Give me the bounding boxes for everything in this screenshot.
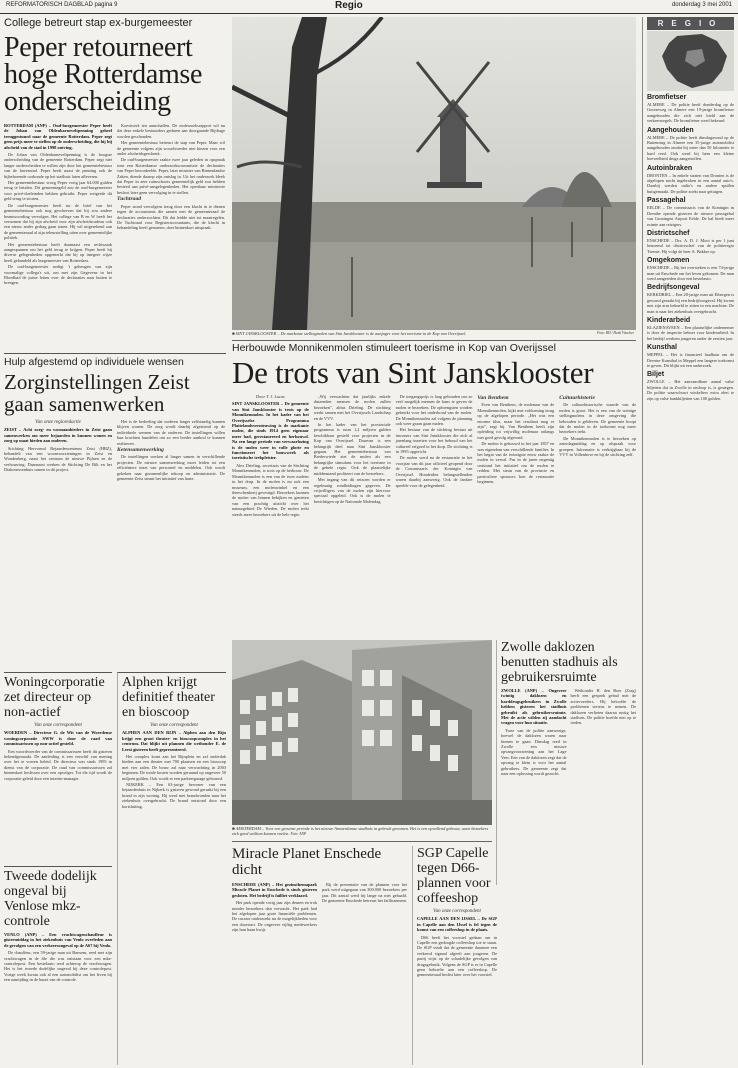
article-headline: SGP Capelle tegen D66-plannen voor coffeeshop	[417, 846, 491, 906]
article-lead: VENLO (ANP) – Een vrachtwagenchauffeur is gistermiddag in het ziekenhuis van Venlo overleden aan de gevolgen van een verkeersongeval op de A67 bij Venlo.	[4, 932, 112, 948]
article-lead: ALPHEN AAN DEN RIJN – Alphen aan den Rijn krijgt een groot theater- en bioscoopcomplex in het centrum. Dat blijkt uit plannen die wethouder E. de Leest gisteren heeft gepresenteerd.	[122, 730, 226, 752]
sidebar-item-text: DRONTEN – In enkele straten van Dronten is de afgelopen nacht ingebroken in een aantal auto's. Daarbij werden radio's en andere spullen buitgemaakt. De politie zoekt naar getuigen.	[647, 172, 734, 194]
article-lead: CAPELLE AAN DEN IJSSEL – De SGP in Capelle aan den IJssel is fel tegen de komst van een coffeeshop in de plaats.	[417, 916, 497, 933]
sidebar-item-text: ENSCHEDE – Bij het oversteken is een 74-jarige man uit Enschede om het leven gekomen. De man werd aangereden door een bestelauto.	[647, 265, 734, 281]
photo-credit: Foto: ANP	[290, 832, 307, 836]
article-lead: ROTTERDAM (ANP) – Oud-burgemeester Peper heeft de Johan van Oldenbarneveltpenning geheel teruggestuurd naar de gemeente Rotterdam. Peper zegt geen prijs meer te stellen op de onderscheiding, die hij bij afscheid van de stad in 1998 ontving.	[4, 123, 112, 150]
photo-stadhuis	[232, 640, 492, 825]
article-paragraph: Met ingang van dit seizoen worden er regelmatig rondleidingen gegeven. De vrijwilligers van de molen zijn hiervoor speciaal opgeleid. Ook is de molen te bezichtigen op de Nationale Molendag.	[313, 477, 391, 504]
article-headline: Tweede dodelijk ongeval bij Venlose mkz-controle	[4, 869, 97, 929]
article-paragraph: Het gemeentebestuur vroeg Peper vorig jaar 64.000 gulden terug te betalen. Dit gemeentegeld zou de oud-burgemeester voor privé-doeleinden hebben gebruikt. Peper weigerde dit geld terug te storten.	[4, 180, 112, 202]
article-paragraph: De Johan van Oldenbarneveltpenning is de hoogste onderscheiding van de gemeente Rotterdam. Peper zegt niet langer onderscheiden te willen zijn door het gemeentebestuur van de havenstad. Peper heeft naast de penning ook de bijbehorende oorkonde op het stadhuis laten afleveren.	[4, 152, 112, 179]
article-kicker: Hulp afgestemd op individuele wensen	[4, 356, 184, 368]
article-paragraph: De cultuurhistorische waarde van de molen is groot. Het is een van de weinige stellingmolens in deze omgeving die behouden is gebleven. De gemeente hoopt dat de molen in de toekomst nog meer bezoekers trekt.	[559, 402, 636, 435]
sidebar-item-text: EELDE – De commissaris van de Koningin in Drenthe opende gisteren de nieuwe passagehal van Groningen Airport Eelde. De hal biedt meer ruimte aan reizigers.	[647, 205, 734, 227]
article-paragraph: In het kader van het provinciale programma is ruim 1,2 miljoen gulden beschikbaar gesteld voor projecten in de Kop van Overijssel. Daarvan is een belangrijk deel naar Sint Jansklooster gegaan. Het gemeentebestuur van Brederwiede ziet de molen als een belangrijke stimulans voor het toerisme in de gehele regio. Ook de plaatselijke middenstand profiteert van de bezoekers.	[313, 422, 391, 476]
article-paragraph: Even van Benthem, de molenaar van de Monnikenmolen, kijkt met voldoening terug op de afgelopen periode. „Het was een enorme klus, maar het resultaat mag er zijn”, zegt hij. Van Benthem heeft zijn opleiding tot vrijwillig molenaar onlangs met goed gevolg afgerond.	[477, 402, 555, 440]
article-headline: Zorginstellingen Zeist gaan samenwerken	[4, 370, 190, 416]
article-subline: Van onze correspondent	[433, 909, 481, 914]
article-intertitle: Tuchtraad	[117, 196, 142, 203]
article-lead: SINT JANSKLOOSTER – De gemeente van Sint Jansklooster is trots op de Monnikenmolen. In het kader van het Overijsselse Programma Plattelandsvernieuwing is de markante molen, die sinds 1914 geen eigenaar meer had, gerestaureerd en herbouwd. Na een lange periode van verwaarlozing is de molen weer in volle glorie en functioneert het bouwwerk als toeristische trekpleister.	[232, 401, 309, 461]
article-paragraph: NIJKERK – Een 63-jarige bewoner van een bejaardenhuis in Nijkerk is gisteren gewond geraakt bij een brand in zijn woning. Hij werd met brandwonden naar het ziekenhuis overgebracht. De brand ontstond door een kortsluiting.	[122, 782, 226, 809]
article-paragraph: De chauffeur, een 59-jarige man uit Baexem, reed met zijn vrachtwagen in de file die was ontstaan voor een mkz-controlepost. Een bestelauto reed achterop de vrachtwagen. Het is het tweede dodelijke ongeval bij deze controlepost. Vorige week kwam ook al een automobilist om het leven bij een aanrijding in de buurt van de controle.	[4, 950, 112, 983]
article-woningcorporatie	[4, 672, 112, 862]
article-lead: WOERDEN – Directeur G. de Wit van de Woerdense woningcorporatie SWW is door de raad van commissarissen op non-actief gesteld.	[4, 730, 112, 747]
header-left: REFORMATORISCH DAGBLAD pagina 9	[6, 2, 118, 8]
article-paragraph: De oud-burgemeester nodigt 't geheugen van zijn voormalige collega's uit, om met zijn Gegevens in het Bloedbad de juiste feiten over de declaraties naar buiten te brengen.	[4, 264, 112, 286]
header-center: Regio	[335, 0, 363, 11]
article-paragraph: De molen is gebouwd in het jaar 1857 en was eigendom van verschillende families. In het begin van de twintigste eeuw raakte de molen in verval. Pas in de jaren negentig ontstond het initiatief om de molen te redden. Met steun van de provincie en particuliere sponsors kon de restauratie beginnen.	[477, 441, 555, 485]
article-paragraph: Het complex komt aan het Rijnplein en zal onderdak bieden aan een theater met 700 plaatsen en een bioscoop met vier zalen. De bouw zal naar verwachting in 2003 beginnen. De totale kosten worden geraamd op ongeveer 50 miljoen gulden. Ook wordt er een parkeergarage gebouwd.	[122, 754, 226, 781]
sidebar-item-text: ENSCHEDE – Drs. A. D. J. Mooi is per 1 juni benoemd tot districtschef van de politieregio Twente. Hij volgt de heer A. Bakker op.	[647, 237, 734, 254]
mill-photo-image	[232, 17, 636, 330]
article-paragraph: De oud-burgemeester heeft nu de brief van het gemeentebestuur ook nog geschreven dat hij zou andere beantwoording vervolgen. Het college van B en W heeft het vernomen dat hij zijn afscheid voor zijn afscheidscadeau ook een nieuw ander gedrag gaan tonen. Hij wil uitgerekend aan de gemeenteraad al zijn teleurstelling uiten over gemeentelijke politiek.	[4, 202, 112, 241]
article-lead: ZWOLLE (ANP) – Ongeveer twintig daklozen en harddrugsgebruikers in Zwolle hebben gisteren het stadhuis gebruikt als gebruikersruimte. Met de actie wilden zij aandacht vragen voor hun situatie.	[501, 688, 567, 726]
sidebar-header	[647, 17, 734, 30]
article-paragraph: De oud-burgemeester raakte twee jaar geleden in opspraak toen een Rotterdamse onderzoekscommissie de declaraties van Peper beoordeelde. Peper, later minister van Binnenlandse Zaken, diende daarop zijn ontslag in. Uit het onderzoek bleek dat Peper in zeer ruimschoots gemeentelijk geld zou hebben besteed aan privé-aangelegenheden. Het openbaar ministerie besloot later geen vervolging in te stellen.	[117, 157, 225, 195]
article-headline: Woningcorporatie zet directeur op non-actief	[4, 675, 105, 720]
article-paragraph: De toegangsprijs is laag gehouden om zo veel mogelijk mensen de kans te geven de molen te bezoeken. De opbrengsten worden gebruikt voor het onderhoud van de molen. De Monnikenmolen zal volgens de planning ook weer graan gaan malen.	[395, 394, 473, 427]
article-headline: Miracle Planet Enschede dicht	[232, 846, 382, 878]
article-alphen	[117, 672, 226, 1065]
article-paragraph: Koestwerk ten aanschaffen. De onderzoeksrapport wil nu dat deze enkele bestuurders geduren aan doorgaande Bijdrage worden geschonden.	[117, 123, 225, 139]
sidebar-item-title: Bromfietser	[647, 94, 687, 101]
photo-mill	[232, 17, 636, 330]
photo-caption: AMSTERDAM – Voor een geruime periode is het nieuwe Amsterdamse stadhuis in gebruik genomen. Het is een opvallend gebouw, waar bezoekers zich goed welkom kunnen voelen.	[232, 826, 489, 836]
article-sgp-capelle	[412, 846, 636, 1065]
article-paragraph: Het park opende vorig jaar zijn deuren en trok minder bezoekers dan verwacht. Het park had het afgelopen jaar grote financiële problemen. De curator onderzoekt nu de mogelijkheden voor een doorstart. De ongeveer vijftig medewerkers zijn hun baan kwijt.	[232, 900, 317, 933]
sidebar-item-text: KERKDRIEL – Een 28-jarige man uit Eibergen is gewond geraakt bij een bedrijfsongeval. Hij kwam met zijn arm bekneld te zitten in een machine. De man is naar het ziekenhuis overgebracht.	[647, 292, 734, 314]
article-paragraph: D66 heeft het voorstel gedaan om in Capelle een gedoogde coffeeshop toe te staan. De SGP vindt dat de gemeente daarmee een verkeerd signaal afgeeft aan jongeren. De partij wijst op de schadelijke gevolgen van drugsgebruik. Volgens de SGP is er in Capelle geen behoefte aan een coffeeshop. De gemeenteraad beslist later over het voorstel.	[417, 934, 497, 978]
article-headline: De trots van Sint Jansklooster	[232, 355, 594, 390]
article-paragraph: De molen werd na de restauratie in het voorjaar van dit jaar officieel geopend door de Commissaris der Koningin van Overijssel. Honderden belangstellenden waren daarbij aanwezig. Ook de fanfare speelde voor de gelegenheid.	[395, 455, 473, 488]
caption-bullet-icon: ■	[232, 331, 236, 336]
sidebar-item-title: Omgekomen	[647, 257, 690, 265]
caption-bullet-icon: ■	[232, 826, 236, 831]
article-kicker: College betreurt stap ex-burgemeester	[4, 17, 193, 29]
photo-credit: Foto: RD / Henk Visscher	[596, 331, 634, 335]
article-headline: Alphen krijgt definitief theater en bioscoop	[122, 675, 215, 720]
article-paragraph: Het is de bedoeling dat ouderen langer zelfstandig kunnen blijven wonen. De zorg wordt daarbij afgestemd op de individuele wensen van de ouderen. De instellingen willen hun krachten bundelen om zo een breder aanbod te kunnen realiseren.	[117, 419, 225, 446]
sidebar-item-title: Districtschef	[647, 229, 690, 237]
map-netherlands-icon	[647, 31, 734, 91]
article-kicker: Herbouwde Monnikenmolen stimuleert toerisme in Kop van Overijssel	[232, 342, 556, 354]
article-headline: Zwolle daklozen benutten stadhuis als gebruikersruimte	[501, 640, 618, 685]
article-paragraph: Wethouder H. den Boer (Zorg) heeft een gesprek gehad met de actievoerders. Hij beloofde de problemen serieus te nemen. De daklozen verlieten daarna rustig het stadhuis. De politie hoefde niet op te treden.	[570, 688, 636, 726]
header-right: donderdag 3 mei 2001	[671, 2, 732, 8]
article-intertitle: Van Benthem	[477, 395, 509, 401]
sidebar-item-title: Kunsthal	[647, 344, 677, 352]
sidebar-item-title: Bedrijfsongeval	[647, 284, 700, 292]
sidebar-item-title: Aangehouden	[647, 126, 694, 134]
article-intertitle: Ketensamenwerking	[117, 447, 164, 454]
sidebar-item-text: ALMERE – De politie heeft donderdag op de Gooiseweg in Almere een 19-jarige bromfietser aangehouden die zich niet hield aan de verkeersregels. De bromfietser werd bekeurd.	[647, 102, 734, 124]
article-paragraph: „Wij verwachten dat jaarlijks enkele duizenden mensen de molen zullen bezoeken”, aldus Drieling. De stichting werkt samen met het Overijssels Landschap en de VVV.	[313, 394, 391, 421]
photo-mill-caption	[232, 331, 636, 341]
sidebar-item-text: MEPPEL – Het is financieel haalbaar om de Drentse Kunsthal in Meppel een langere toekomst te geven. Dit blijkt uit een onderzoek.	[647, 352, 734, 368]
article-paragraph: Peper stond vervolgens terug door een klacht in te dienen tegen de accountants die samen met de gemeenteraad de declaraties onderzochten. Dit dat leidde niet tot maatregelen. De Tuchtraad voor Registeraccountants, die de klacht in behandeling heeft genomen, doet binnenkort uitspraak.	[117, 203, 225, 231]
article-paragraph: Het bestuur van de stichting bestaat uit inwoners van Sint Jansklooster die zich al jarenlang inzetten voor het behoud van het cultureel erfgoed in het dorp. De stichting is in 1995 opgericht.	[395, 427, 473, 455]
sidebar-item-title: Kinderarbeid	[647, 316, 691, 324]
article-paragraph: Het gemeentebestuur betreurt de stap van Peper. Maar wil de gemeente volgens zijn woordvoerder niet kiezen voor een ander afscheidsgeschenk.	[117, 140, 225, 157]
sidebar-item-text: ALMERE – De politie heeft dinsdagavond op de Buitenring in Almere een 35-jarige automobilist aangehouden omdat hij meer dan 50 kilometer te hard reed. Ook werd bij hem een kleine hoeveelheid drugs aangetroffen.	[647, 134, 734, 162]
article-intertitle: Cultuurhistorie	[559, 395, 595, 401]
sidebar-item-text: KLAZIENAVEEN – Een plaatselijke ondernemer is door de inspectie beboet voor kinderarbeid. In het bedrijf werkten jongeren onder de zestien jaar.	[647, 324, 734, 341]
article-paragraph: Stichting Hervormd Bejaardencentrum Zeist (HBZ), behandelt van een woonvoorzieningen in Zeist en Woudenberg, naast het centrum de nieuwe Pijlaen en de verbouwing. Daarnaast werken de Stichting De Bilt en het Diakonessenhuis samen in dit project.	[4, 445, 112, 473]
article-paragraph: Bij de presentatie van de plannen voor het park werd uitgegaan van 300.000 bezoekers per jaar. Dit aantal werd bij lange na niet gehaald. De gemeente Enschede betreurt het faillissement.	[322, 882, 407, 904]
sidebar-item-title: Autoinbraken	[647, 164, 693, 172]
sidebar-header-label: REGIO	[657, 19, 724, 28]
article-peper	[4, 17, 226, 347]
article-lead: ENSCHEDE (ANP) – Het gezinsthemapark Miracle Planet in Enschede is sinds gisteren gesloten. Het bedrijf is failliet verklaard.	[232, 882, 317, 898]
sidebar-item-text: ZWOLLE – Het aanvaardbare aantal valse biljetten dat in Zwolle in omloop is, is gestegen. De politie waarschuwt winkeliers extra alert te zijn op valse bankbiljetten van 100 gulden.	[647, 379, 734, 401]
article-paragraph: De Monnikenmolen is te bezoeken op zaterdagmiddag en op afspraak voor groepen. Informatie is verkrijgbaar bij de VVV in Vollenhove en bij de stichting zelf.	[559, 435, 636, 458]
article-jansklooster	[232, 342, 636, 638]
article-byline: Door T. J. Lucas	[256, 394, 285, 399]
page-header	[0, 0, 738, 14]
article-venlo	[4, 866, 112, 1065]
article-paragraph: De instellingen werken al langer samen in verschillende projecten. De nieuwe samenwerking moet leiden tot een efficiëntere inzet van personeel en middelen. Ook wordt gekeken naar gezamenlijke inkoop en administratie. De gemeente Zeist steunt het initiatief van harte.	[117, 454, 225, 482]
article-miracle-planet	[232, 846, 407, 1065]
article-subline: Van onze correspondent	[150, 723, 198, 728]
article-paragraph: Twee van de politie aanwezige, hoewel de daklozen waren naar binnen te gaan. Dinsdag reed in Zwolle een nieuwe opvangvoorziening aan het Lage Veer. Een van de daklozen zegt dat de opvang te klein is voor het aantal gebruikers. De gemeente zegt dat naar een oplossing wordt gezocht.	[501, 727, 567, 777]
sidebar-regio	[642, 17, 734, 1065]
sidebar-items	[647, 94, 734, 401]
sidebar-item-title: Biljet	[647, 371, 665, 379]
article-headline: Peper retourneert hoge Rotterdamse onderscheiding	[4, 32, 203, 117]
article-paragraph: Alex Drieling, secretaris van de Stichting Monnikenmolen, is trots op de herbouw. De Monnikenmolen is een van de twee molens in het dorp. In de molen is nu ook een museum, een molenwinkel en een theeschenkerij gevestigd. Bezoekers kunnen de molen van binnen bekijken en genieten van een prachtig uitzicht over het natuurgebied De Wieden. De molen trekt steeds meer bezoekers uit de hele regio.	[232, 462, 309, 517]
article-paragraph: Het gemeentebestuur heeft daarnaast een rechtszaak aangespannen om het geld terug te krijgen. Peper heeft bij diverse gelegenheden opgemerkt dat hij op integere wijze heeft gehandeld als burgemeester van Rotterdam.	[4, 241, 112, 263]
photo-stadhuis-caption	[232, 826, 492, 842]
article-zeist	[4, 353, 226, 668]
sidebar-item-title: Passagehal	[647, 197, 686, 205]
article-subline: Van onze correspondent	[34, 723, 82, 728]
article-lead: ZEIST – Acht zorg- en woonaanbieders in Zeist gaan samenwerken om meer bejaarden in kunnen wonen en zorg op maat bieden aan ouderen.	[4, 427, 112, 444]
article-subline: Van onze regioredactie	[35, 420, 81, 425]
article-paragraph: Een woordvoerder van de commissarissen heeft dit gisteren bekendgemaakt. De aanleiding is een verschil van mening over het te voeren beleid. De directeur was sinds 1995 in dienst van de corporatie. De raad van commissarissen zal binnenkort beslissen over een opvolger. Tot die tijd wordt de corporatie geleid door een interim-manager.	[4, 748, 112, 781]
stadhuis-photo-image	[232, 640, 492, 825]
photo-caption: SINT JANSKLOOSTER – De markante stellingmolen van Sint Jansklooster is de aanjager voor het toerisme in de Kop van Overijssel.	[235, 331, 467, 336]
